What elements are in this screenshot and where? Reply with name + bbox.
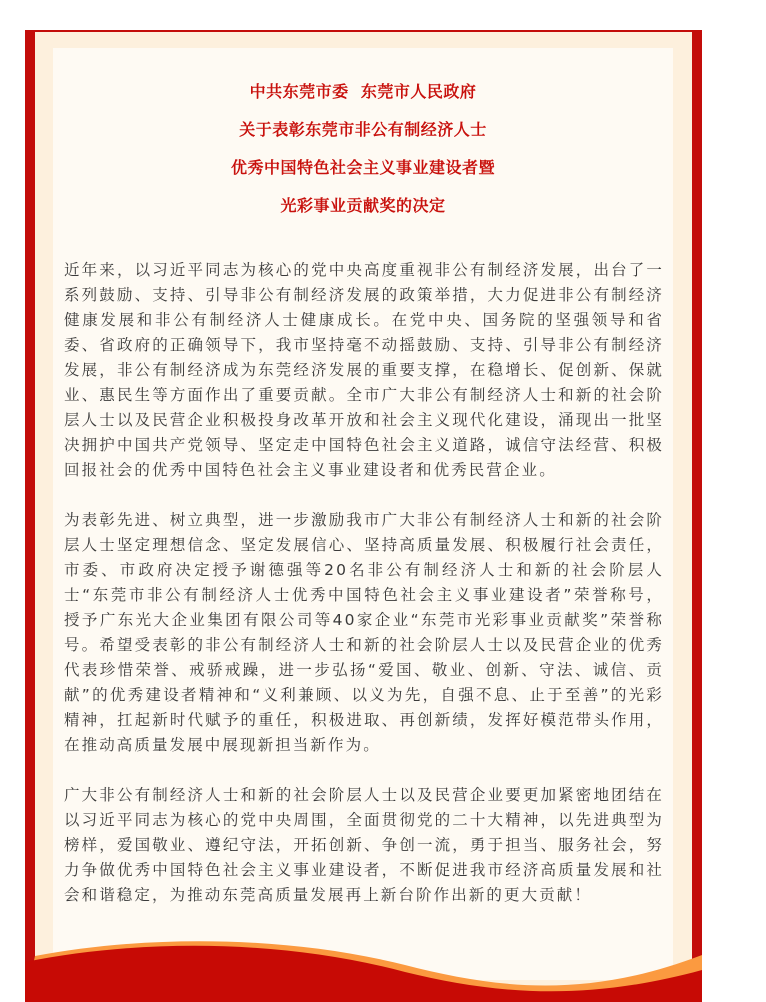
document-body [64, 258, 664, 933]
paragraph-2: 为表彰先进、树立典型，进一步激励我市广大非公有制经济人士和新的社会阶层人士坚定理想信念、坚定发展信心、坚持高质量发展、积极履行社会责任，市委、市政府决定授予谢德强等20名非公有制经济人士和新的社会阶层人士“东莞市非公有制经济人士优秀中国特色社会主义事业建设者”荣誉称号，授予广东光大企业集团有限公司等40家企业“东莞市光彩事业贡献奖”荣誉称号。希望受表彰的非公有制经济人士和新的社会阶层人士以及民营企业的优秀代表珍惜荣誉、戒骄戒躁，进一步弘扬“爱国、敬业、创新、守法、诚信、贡献”的优秀建设者精神和“义利兼顾、以义为先，自强不息、止于至善”的光彩精神，扛起新时代赋予的重任，积极进取、再创新绩，发挥好模范带头作用，在推动高质量发展中展现新担当新作为。 [64, 511, 664, 754]
title-line-4: 光彩事业贡献奖的决定 [280, 196, 446, 215]
wave-red-fill [25, 946, 702, 1002]
title-line-1: 中共东莞市委 东莞市人民政府 [249, 82, 477, 101]
document-title [53, 80, 673, 232]
title-line-2: 关于表彰东莞市非公有制经济人士 [239, 120, 487, 139]
decorative-wave [25, 930, 702, 1002]
paragraph-1: 近年来，以习近平同志为核心的党中央高度重视非公有制经济发展，出台了一系列鼓励、支持、引导非公有制经济发展的政策举措，大力促进非公有制经济健康发展和非公有制经济人士健康成长。在党中央、国务院的坚强领导和省委、省政府的正确领导下，我市坚持毫不动摇鼓励、支持、引导非公有制经济发展，非公有制经济成为东莞经济发展的重要支撑，在稳增长、促创新、保就业、惠民生等方面作出了重要贡献。全市广大非公有制经济人士和新的社会阶层人士以及民营企业积极投身改革开放和社会主义现代化建设，涌现出一批坚决拥护中国共产党领导、坚定走中国特色社会主义道路，诚信守法经营、积极回报社会的优秀中国特色社会主义事业建设者和优秀民营企业。 [64, 261, 664, 479]
title-line-3: 优秀中国特色社会主义事业建设者暨 [230, 158, 495, 177]
paragraph-3: 广大非公有制经济人士和新的社会阶层人士以及民营企业要更加紧密地团结在以习近平同志为核心的党中央周围，全面贯彻党的二十大精神，以先进典型为榜样，爱国敬业、遵纪守法，开拓创新、争创一流，勇于担当、服务社会，努力争做优秀中国特色社会主义事业建设者，不断促进我市经济高质量发展和社会和谐稳定，为推动东莞高质量发展再上新台阶作出新的更大贡献！ [64, 786, 664, 904]
